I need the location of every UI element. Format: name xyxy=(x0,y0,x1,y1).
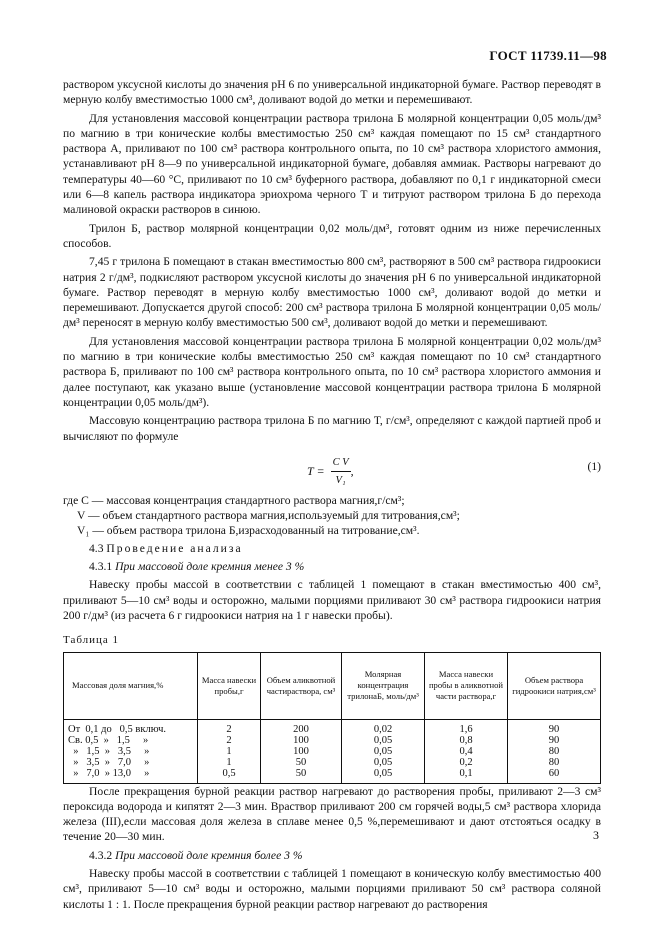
paragraph: Навеску пробы массой в соответствии с таблицей 1 помещают в стакан вместимостью 400 см³, приливают 5—10 см³ воды и осторожно, малыми порциями приливают 30 см³ раствора гидроокиси натрия 200 г/дм³ (из расчета 6 г гидроокиси натрия на 1 г навески пробы). xyxy=(63,578,601,622)
standard-header: ГОСТ 11739.11—98 xyxy=(489,48,607,63)
table-cell: 50 xyxy=(261,757,342,768)
header-cell: Молярная концентрация трилонаБ, моль/дм³ xyxy=(342,652,425,719)
section-heading-4-3-1 xyxy=(63,559,601,574)
table-cell: 0,02 xyxy=(342,719,425,735)
header-cell: Массовая доля магния,% xyxy=(64,652,198,719)
definition-v1: V₁ — объем раствора трилона Б,израсходованный на титрование,см³. xyxy=(77,524,420,538)
table-cell: 50 xyxy=(261,768,342,783)
table-row xyxy=(64,719,601,735)
paragraph: После прекращения бурной реакции раствор нагревают до растворения пробы, приливают 2—3 см³ пероксида водорода и кипятят 2—3 мин. Враствор приливают 200 см горячей воды,5 см³ раствора хлорида железа (III),если массовая доля железа в сплаве менее 0,5 %,перемешивают и дают отстояться осадку в течение 20—30 мин. xyxy=(63,784,601,844)
table-cell: 100 xyxy=(261,746,342,757)
table-cell: 1 xyxy=(198,757,261,768)
paragraph: Для установления массовой концентрации раствора трилона Б молярной концентрации 0,02 моль/дм³ по магнию в три конические колбы вместимостью 250 см³ каждая помещают по 10 см³ стандартного раствора Б, приливают по 100 см³ раствора контрольного опыта, по 10 см³ раствора хлористого аммония и далее поступают, как указано выше (установление массовой концентрации раствора трилона Б молярной концентрации 0,05 моль/дм³). xyxy=(63,334,601,409)
table-cell: 0,1 xyxy=(425,768,508,783)
section-title: При массовой доле кремния менее 3 % xyxy=(115,560,305,574)
table-cell: От 0,1 до 0,5 включ. xyxy=(64,719,198,735)
table-row xyxy=(64,746,601,757)
table-row xyxy=(64,768,601,783)
section-heading-4-3-2 xyxy=(63,848,601,863)
table-cell: 60 xyxy=(508,768,601,783)
table-cell: 0,05 xyxy=(342,757,425,768)
table-cell: » 1,5 » 3,5 » xyxy=(64,746,198,757)
table-cell: » 7,0 » 13,0 » xyxy=(64,768,198,783)
paragraph: Для установления массовой концентрации раствора трилона Б молярной концентрации 0,05 моль/дм³ по магнию в три конические колбы вместимостью 250 см³ каждая помещают по 15 см³ стандартного раствора А, приливают по 100 см³ раствора контрольного опыта, по 10 см³ раствора хлористого аммония, устанавливают pH 8—9 по универсальной индикаторной бумаге, добавляя аммиак. Растворы нагревают до температуры 40—60 °С, приливают по 10 см³ буферного раствора, добавляют по 0,1 г индикаторной смеси или 6—8 капель раствора индикатора эриохрома черного Т и титруют раствором трилона Б до перехода малиновой окраски растворов в синюю. xyxy=(63,111,601,217)
table-cell: 2 xyxy=(198,719,261,735)
paragraph: Навеску пробы массой в соответствии с таблицей 1 помещают в коническую колбу вместимостью 400 см³, приливают 5—10 см³ воды и осторожно, малыми порциями приливают 50 см³ раствора соляной кислоты 1 : 1. После прекращения бурной реакции раствор нагревают до растворения xyxy=(63,867,601,911)
paragraph: Трилон Б, раствор молярной концентрации 0,02 моль/дм³, готовят одним из ниже перечисленных способов. xyxy=(63,221,601,250)
section-heading-4-3 xyxy=(63,541,601,556)
table-cell: 0,5 xyxy=(198,768,261,783)
table-cell: 2 xyxy=(198,735,261,746)
formula-fraction xyxy=(331,455,351,489)
table-cell: 100 xyxy=(261,735,342,746)
table-cell: 1,6 xyxy=(425,719,508,735)
table-cell: Св. 0,5 » 1,5 » xyxy=(64,735,198,746)
paragraph: Массовую концентрацию раствора трилона Б по магнию Т, г/см³, определяют с каждой партией проб и вычисляют по формуле xyxy=(63,414,601,443)
table-header-row xyxy=(64,652,601,719)
table-cell: 0,4 xyxy=(425,746,508,757)
table-row xyxy=(64,735,601,746)
table-cell: 90 xyxy=(508,719,601,735)
table-cell: » 3,5 » 7,0 » xyxy=(64,757,198,768)
table-cell: 0,05 xyxy=(342,735,425,746)
table-cell: 80 xyxy=(508,757,601,768)
table-cell: 1 xyxy=(198,746,261,757)
paragraph: 7,45 г трилона Б помещают в стакан вместимостью 800 см³, растворяют в 500 см³ раствора гидроокиси натрия 2 г/дм³, подкисляют раствором уксусной кислоты до значения pH 6 по универсальной индикаторной бумаге. Раствор переводят в мерную колбу вместимостью 1000 см³, доливают водой до метки и перемешивают. Допускается другой способ: 200 см³ раствора трилона Б молярной концентрации 0,05 моль/дм³ переносят в мерную колбу вместимостью 500 см³, доливают водой до метки и перемешивают. xyxy=(63,255,601,330)
table-cell: 0,2 xyxy=(425,757,508,768)
formula-denominator: V₁ xyxy=(335,475,346,487)
definition-c: где C — массовая концентрация стандартного раствора магния,г/см³; xyxy=(63,493,405,507)
formula-lhs: T = xyxy=(307,463,325,478)
table-cell: 0,05 xyxy=(342,746,425,757)
data-table xyxy=(63,652,601,784)
table-cell: 80 xyxy=(508,746,601,757)
table-caption: Таблица 1 xyxy=(63,634,120,647)
page-number: 3 xyxy=(593,828,599,842)
section-title: При массовой доле кремния более 3 % xyxy=(115,848,303,862)
header-cell: Масса навески пробы,г xyxy=(198,652,261,719)
body-text xyxy=(63,77,601,915)
formula-expression xyxy=(307,455,354,489)
paragraph: раствором уксусной кислоты до значения pH 6 по универсальной индикаторной бумаге. Раствор переводят в мерную колбу вместимостью 1000 см³, доливают водой до метки и перемешивают. xyxy=(63,78,601,107)
definition-v: V — объем стандартного раствора магния,используемый для титрования,см³; xyxy=(77,509,460,523)
table-cell: 0,8 xyxy=(425,735,508,746)
formula-tail: , xyxy=(350,463,354,478)
section-title: Проведение анализа xyxy=(106,541,243,555)
section-number: 4.3.1 xyxy=(89,560,113,574)
header-cell: Объем аликвотной частираствора, см³ xyxy=(261,652,342,719)
table-cell: 0,05 xyxy=(342,768,425,783)
section-number: 4.3 xyxy=(89,541,104,555)
table-cell: 200 xyxy=(261,719,342,735)
table-row xyxy=(64,757,601,768)
variable-definitions xyxy=(63,493,601,539)
formula-numerator: C V xyxy=(331,455,351,472)
formula-number: (1) xyxy=(587,459,601,473)
section-number: 4.3.2 xyxy=(89,848,113,862)
table-cell: 90 xyxy=(508,735,601,746)
formula-block xyxy=(63,447,601,491)
header-cell: Объем раствора гидроокиси натрия,см³ xyxy=(508,652,601,719)
header-cell: Масса навески пробы в аликвотной части раствора,г xyxy=(425,652,508,719)
